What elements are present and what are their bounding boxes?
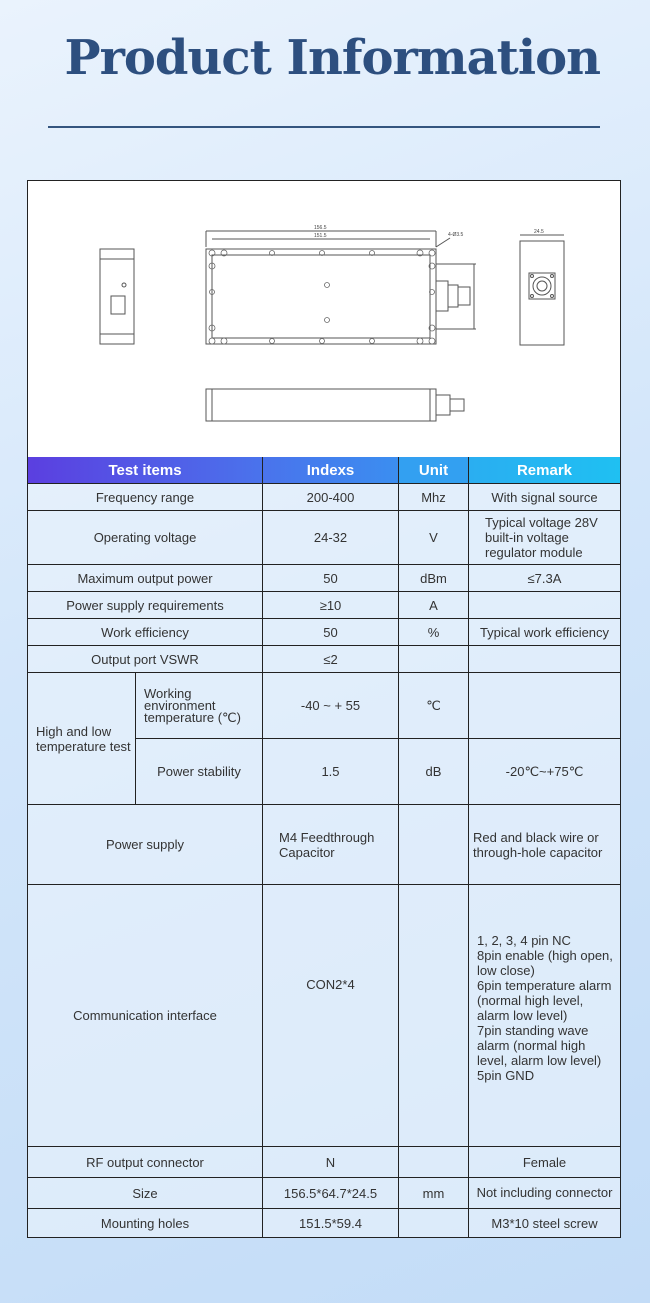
voltage-item: Operating voltage: [28, 511, 263, 565]
dim-hole: 4-Ø3.5: [448, 232, 464, 238]
stability-index: 1.5: [263, 739, 399, 805]
rf-conn-remark: Female: [469, 1147, 620, 1178]
technical-drawing: [28, 181, 620, 458]
rf-conn-unit: [399, 1147, 469, 1178]
power-supply-remark: Red and black wire or through-hole capacitor: [469, 805, 620, 885]
voltage-unit: V: [399, 511, 469, 565]
supply-req-index: ≥10: [263, 592, 399, 619]
rf-conn-index: N: [263, 1147, 399, 1178]
voltage-remark: Typical voltage 28V built-in voltage regulator module: [469, 511, 620, 565]
top-view: [206, 249, 436, 344]
efficiency-unit: %: [399, 619, 469, 646]
power-supply-item: Power supply: [28, 805, 263, 885]
rf-conn-item: RF output connector: [28, 1147, 263, 1178]
efficiency-index: 50: [263, 619, 399, 646]
efficiency-remark: Typical work efficiency: [469, 619, 620, 646]
temp-env-item: Working environment temperature (℃): [136, 673, 263, 739]
power-supply-unit: [399, 805, 469, 885]
supply-req-item: Power supply requirements: [28, 592, 263, 619]
comm-index: CON2*4: [263, 885, 399, 1147]
stability-remark: -20℃~+75℃: [469, 739, 620, 805]
stability-item: Power stability: [136, 739, 263, 805]
dim-side: 24.5: [534, 229, 544, 235]
dim-top-2: 151.5: [314, 233, 327, 239]
power-item: Maximum output power: [28, 565, 263, 592]
holes-unit: [399, 1209, 469, 1238]
freq-index: 200-400: [263, 484, 399, 511]
header-remark: Remark: [469, 457, 620, 484]
power-unit: dBm: [399, 565, 469, 592]
page-title: Product Information: [64, 30, 600, 86]
voltage-index: 24-32: [263, 511, 399, 565]
comm-item: Communication interface: [28, 885, 263, 1147]
temp-env-index: -40 ~ + 55: [263, 673, 399, 739]
end-view-right: [520, 241, 564, 345]
vswr-item: Output port VSWR: [28, 646, 263, 673]
holes-index: 151.5*59.4: [263, 1209, 399, 1238]
freq-remark: With signal source: [469, 484, 620, 511]
freq-item: Frequency range: [28, 484, 263, 511]
size-remark: Not including connector: [469, 1178, 620, 1209]
stability-unit: dB: [399, 739, 469, 805]
holes-item: Mounting holes: [28, 1209, 263, 1238]
title-divider: [48, 126, 600, 128]
vswr-index: ≤2: [263, 646, 399, 673]
supply-req-unit: A: [399, 592, 469, 619]
temp-group-label: High and low temperature test: [28, 673, 136, 805]
size-unit: mm: [399, 1178, 469, 1209]
vswr-remark: [469, 646, 620, 673]
comm-remark: 1, 2, 3, 4 pin NC 8pin enable (high open, low close) 6pin temperature alarm (normal high level, alarm low level) 7pin standing wave alarm (normal high level, alarm low level) 5pin GND: [469, 885, 620, 1147]
header-indexs: Indexs: [263, 457, 399, 484]
side-view: [206, 389, 436, 421]
comm-unit: [399, 885, 469, 1147]
product-info-panel: [27, 180, 621, 1238]
dim-top-1: 156.5: [314, 225, 327, 231]
power-supply-index: M4 Feedthrough Capacitor: [263, 805, 399, 885]
power-remark: ≤7.3A: [469, 565, 620, 592]
size-index: 156.5*64.7*24.5: [263, 1178, 399, 1209]
power-index: 50: [263, 565, 399, 592]
size-item: Size: [28, 1178, 263, 1209]
efficiency-item: Work efficiency: [28, 619, 263, 646]
header-unit: Unit: [399, 457, 469, 484]
temp-env-remark: [469, 673, 620, 739]
temp-env-unit: ℃: [399, 673, 469, 739]
vswr-unit: [399, 646, 469, 673]
freq-unit: Mhz: [399, 484, 469, 511]
holes-remark: M3*10 steel screw: [469, 1209, 620, 1238]
header-test-items: Test items: [28, 457, 263, 484]
supply-req-remark: [469, 592, 620, 619]
dimension-drawing: [28, 181, 620, 457]
